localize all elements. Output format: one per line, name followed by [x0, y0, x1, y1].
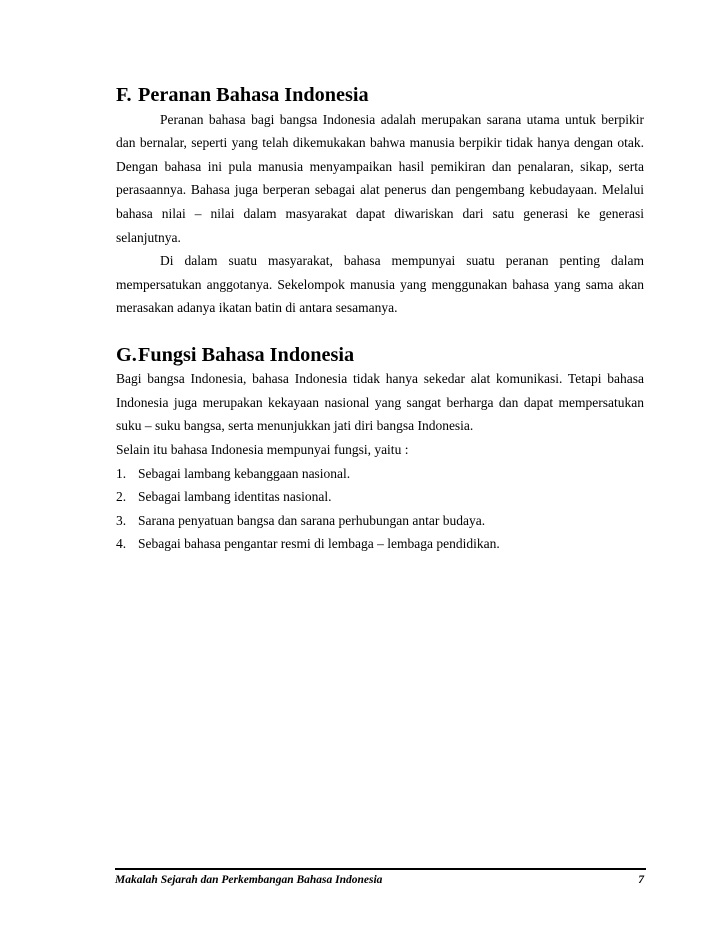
paragraph: Peranan bahasa bagi bangsa Indonesia adalah merupakan sarana utama untuk berpikir dan bernalar, seperti yang telah dikemukakan bahwa manusia berpikir tidak hanya dengan otak. Dengan bahasa ini pula manusia menyampaikan hasil pemikiran dan penalaran, sikap, serta perasaannya. Bahasa juga berperan sebagai alat penerus dan pengembang kebudayaan. Melalui bahasa nilai – nilai dalam masyarakat dapat diwariskan dari satu generasi ke generasi selanjutnya.	[116, 111, 644, 245]
list-item	[116, 485, 644, 509]
section-title: Peranan Bahasa Indonesia	[138, 84, 369, 106]
list-text: Sarana penyatuan bangsa dan sarana perhubungan antar budaya.	[138, 512, 486, 528]
list-number: 4.	[116, 536, 127, 552]
paragraph: Selain itu bahasa Indonesia mempunyai fungsi, yaitu :	[116, 441, 409, 457]
list-text: Sebagai lambang kebanggaan nasional.	[138, 465, 351, 481]
section-peranan	[116, 84, 644, 320]
page-body	[116, 84, 644, 556]
page-number: 7	[638, 874, 644, 886]
list-text: Sebagai lambang identitas nasional.	[138, 489, 332, 505]
function-list	[116, 462, 644, 556]
page-footer	[115, 868, 646, 887]
list-number: 2.	[116, 489, 127, 505]
list-number: 3.	[116, 512, 127, 528]
list-item	[116, 532, 644, 556]
section-title: Fungsi Bahasa Indonesia	[138, 343, 355, 366]
list-number: 1.	[116, 465, 127, 481]
section-letter: F.	[116, 84, 132, 106]
section-fungsi	[116, 344, 644, 556]
list-text: Sebagai bahasa pengantar resmi di lembaga – lembaga pendidikan.	[138, 536, 500, 552]
section-heading	[116, 344, 644, 368]
footer-title: Makalah Sejarah dan Perkembangan Bahasa Indonesia	[115, 874, 383, 886]
list-item	[116, 462, 644, 486]
section-letter: G.	[116, 343, 137, 366]
paragraph: Di dalam suatu masyarakat, bahasa mempunyai suatu peranan penting dalam mempersatukan anggotanya. Sekelompok manusia yang menggunakan bahasa yang sama akan merasakan adanya ikatan batin di antara sesamanya.	[116, 253, 644, 316]
section-heading	[116, 84, 644, 108]
list-item	[116, 509, 644, 533]
paragraph: Bagi bangsa Indonesia, bahasa Indonesia tidak hanya sekedar alat komunikasi. Tetapi bahasa Indonesia juga merupakan kekayaan nasional yang sangat berharga dan dapat mempersatukan suku – suku bangsa, serta menunjukkan jati diri bangsa Indonesia.	[116, 371, 644, 434]
